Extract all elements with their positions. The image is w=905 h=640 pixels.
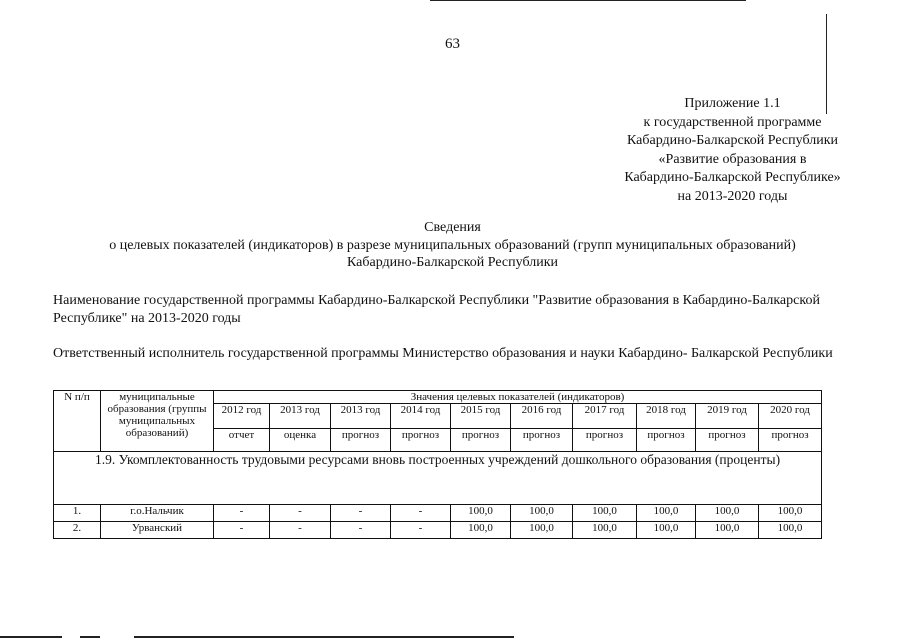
page-number: 63 (445, 36, 460, 52)
section-title: 1.9. Укомплектованность трудовыми ресурсами вновь построенных учреждений дошкольного образования (проценты) (54, 452, 822, 505)
section-row (54, 452, 822, 505)
row-value: - (391, 505, 451, 522)
row-value: - (391, 522, 451, 539)
appendix-line: к государственной программе (643, 114, 822, 130)
heading-subtitle: о целевых показателей (индикаторов) в разрезе муниципальных образований (групп муниципальных образований) (109, 237, 796, 253)
status-cell: прогноз (511, 429, 573, 452)
year-header: 2013 год (270, 404, 331, 429)
row-value: 100,0 (637, 522, 696, 539)
year-header: 2012 год (214, 404, 270, 429)
scan-artifact-line (0, 636, 62, 638)
status-cell: прогноз (637, 429, 696, 452)
status-cell: прогноз (391, 429, 451, 452)
row-municipality: г.о.Нальчик (101, 505, 214, 522)
row-value: 100,0 (573, 505, 637, 522)
status-cell: прогноз (573, 429, 637, 452)
row-value: - (214, 505, 270, 522)
appendix-line: Кабардино-Балкарской Республики (627, 133, 838, 148)
status-cell: прогноз (331, 429, 391, 452)
row-value: - (270, 505, 331, 522)
row-number: 2. (54, 522, 101, 539)
appendix-line: «Развитие образования в (658, 151, 807, 167)
heading-region: Кабардино-Балкарской Республики (347, 255, 558, 270)
year-header: 2016 год (511, 404, 573, 429)
table-row (54, 522, 822, 539)
scan-artifact-line (134, 636, 514, 638)
appendix-line: Приложение 1.1 (684, 96, 781, 111)
indicators-table (53, 390, 822, 539)
status-cell: прогноз (759, 429, 822, 452)
status-cell: прогноз (451, 429, 511, 452)
table-row (54, 505, 822, 522)
scan-artifact-line (80, 636, 100, 638)
row-value: 100,0 (696, 505, 759, 522)
col-municipality-header: муниципальные образования (группы муниципальных образований) (101, 391, 214, 452)
heading-title: Сведения (424, 220, 481, 235)
row-value: 100,0 (696, 522, 759, 539)
status-cell: прогноз (696, 429, 759, 452)
col-number-header: N п/п (54, 391, 101, 452)
year-header: 2017 год (573, 404, 637, 429)
row-value: 100,0 (759, 505, 822, 522)
row-value: 100,0 (573, 522, 637, 539)
program-name: Наименование государственной программы Кабардино-Балкарской Республики "Развитие образования в Кабардино-Балкарской Республике" на 2013-2020 годы (53, 293, 820, 326)
row-value: 100,0 (511, 505, 573, 522)
row-number: 1. (54, 505, 101, 522)
row-value: 100,0 (759, 522, 822, 539)
year-header: 2019 год (696, 404, 759, 429)
row-value: 100,0 (451, 522, 511, 539)
row-value: - (331, 522, 391, 539)
row-value: - (331, 505, 391, 522)
row-value: - (270, 522, 331, 539)
row-value: 100,0 (451, 505, 511, 522)
row-value: 100,0 (511, 522, 573, 539)
appendix-line: на 2013-2020 годы (677, 188, 788, 204)
scan-artifact-line (430, 0, 746, 1)
responsible-executor: Ответственный исполнитель государственной программы Министерство образования и науки Кабардино- Балкарской Республики (53, 346, 833, 361)
row-municipality: Урванский (101, 522, 214, 539)
row-value: 100,0 (637, 505, 696, 522)
status-cell: отчет (214, 429, 270, 452)
status-cell: оценка (270, 429, 331, 452)
values-group-header: Значения целевых показателей (индикаторов) (214, 391, 822, 404)
year-header: 2015 год (451, 404, 511, 429)
table-header-row (54, 391, 822, 404)
scan-artifact-line (826, 14, 827, 114)
appendix-line: Кабардино-Балкарской Республике» (624, 170, 841, 185)
year-header: 2013 год (331, 404, 391, 429)
row-value: - (214, 522, 270, 539)
appendix-block (560, 95, 905, 206)
year-header: 2014 год (391, 404, 451, 429)
year-header: 2018 год (637, 404, 696, 429)
document-heading (0, 219, 905, 272)
year-header: 2020 год (759, 404, 822, 429)
